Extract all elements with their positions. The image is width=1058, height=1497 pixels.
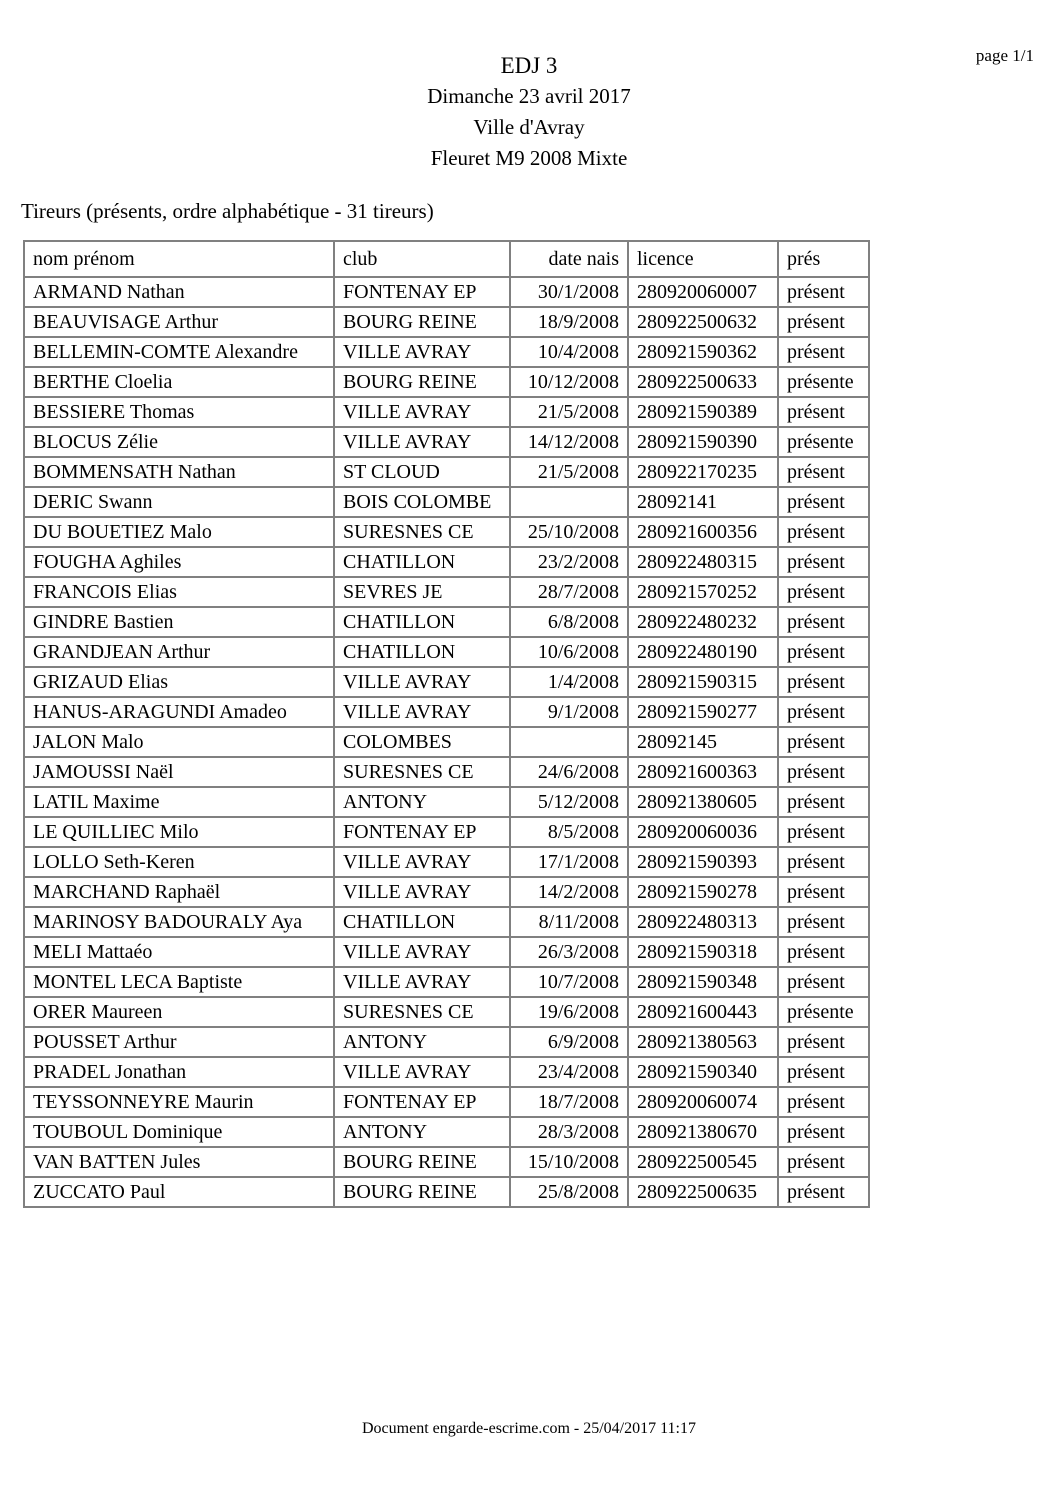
birthdate-cell: 15/10/2008: [510, 1147, 628, 1177]
birthdate-cell: 6/9/2008: [510, 1027, 628, 1057]
fencer-name-cell: ZUCCATO Paul: [24, 1177, 334, 1207]
club-cell: COLOMBES: [334, 727, 510, 757]
fencer-name-cell: GINDRE Bastien: [24, 607, 334, 637]
column-header-club: club: [334, 241, 510, 277]
presence-cell: présent: [778, 787, 869, 817]
birthdate-cell: 9/1/2008: [510, 697, 628, 727]
presence-cell: présent: [778, 577, 869, 607]
presence-cell: présent: [778, 277, 869, 307]
club-cell: SURESNES CE: [334, 757, 510, 787]
licence-cell: 280922480313: [628, 907, 778, 937]
fencer-name-cell: JALON Malo: [24, 727, 334, 757]
licence-cell: 280921590277: [628, 697, 778, 727]
licence-cell: 280921590315: [628, 667, 778, 697]
club-cell: CHATILLON: [334, 907, 510, 937]
birthdate-cell: 17/1/2008: [510, 847, 628, 877]
birthdate-cell: 23/4/2008: [510, 1057, 628, 1087]
presence-cell: présent: [778, 697, 869, 727]
table-row: [24, 517, 869, 547]
table-row: [24, 967, 869, 997]
presence-cell: présent: [778, 517, 869, 547]
table-header-row: [24, 241, 869, 277]
presence-cell: présent: [778, 607, 869, 637]
table-row: [24, 787, 869, 817]
presence-cell: présent: [778, 457, 869, 487]
fencer-name-cell: GRANDJEAN Arthur: [24, 637, 334, 667]
section-title: Tireurs (présents, ordre alphabétique - 31 tireurs): [21, 199, 434, 223]
table-row: [24, 457, 869, 487]
table-row: [24, 1027, 869, 1057]
birthdate-cell: [510, 487, 628, 517]
table-row: [24, 757, 869, 787]
table-row: [24, 847, 869, 877]
table-row: [24, 307, 869, 337]
presence-cell: présent: [778, 877, 869, 907]
licence-cell: 280922480315: [628, 547, 778, 577]
presence-cell: présent: [778, 667, 869, 697]
licence-cell: 280921590389: [628, 397, 778, 427]
birthdate-cell: 18/7/2008: [510, 1087, 628, 1117]
presence-cell: présent: [778, 1087, 869, 1117]
birthdate-cell: 14/2/2008: [510, 877, 628, 907]
table-row: [24, 277, 869, 307]
birthdate-cell: 26/3/2008: [510, 937, 628, 967]
table-row: [24, 367, 869, 397]
table-row: [24, 697, 869, 727]
licence-cell: 280922480190: [628, 637, 778, 667]
licence-cell: 280921600356: [628, 517, 778, 547]
birthdate-cell: 5/12/2008: [510, 787, 628, 817]
table-row: [24, 1177, 869, 1207]
presence-cell: présente: [778, 427, 869, 457]
club-cell: FONTENAY EP: [334, 1087, 510, 1117]
fencer-name-cell: MELI Mattaéo: [24, 937, 334, 967]
birthdate-cell: [510, 727, 628, 757]
birthdate-cell: 24/6/2008: [510, 757, 628, 787]
licence-cell: 280920060074: [628, 1087, 778, 1117]
presence-cell: présent: [778, 937, 869, 967]
column-header-presence: prés: [778, 241, 869, 277]
licence-cell: 280921600443: [628, 997, 778, 1027]
table-row: [24, 937, 869, 967]
licence-cell: 280920060007: [628, 277, 778, 307]
fencer-name-cell: BLOCUS Zélie: [24, 427, 334, 457]
table-row: [24, 397, 869, 427]
licence-cell: 280921590390: [628, 427, 778, 457]
fencer-name-cell: FRANCOIS Elias: [24, 577, 334, 607]
presence-cell: présent: [778, 1177, 869, 1207]
birthdate-cell: 21/5/2008: [510, 457, 628, 487]
fencers-table: [23, 240, 870, 1208]
table-row: [24, 1087, 869, 1117]
table-row: [24, 907, 869, 937]
competition-event: Fleuret M9 2008 Mixte: [430, 146, 628, 170]
club-cell: BOURG REINE: [334, 1147, 510, 1177]
fencer-name-cell: BELLEMIN-COMTE Alexandre: [24, 337, 334, 367]
club-cell: ST CLOUD: [334, 457, 510, 487]
birthdate-cell: 6/8/2008: [510, 607, 628, 637]
club-cell: VILLE AVRAY: [334, 667, 510, 697]
table-row: [24, 607, 869, 637]
presence-cell: présent: [778, 847, 869, 877]
fencer-name-cell: BEAUVISAGE Arthur: [24, 307, 334, 337]
birthdate-cell: 10/4/2008: [510, 337, 628, 367]
club-cell: SEVRES JE: [334, 577, 510, 607]
club-cell: FONTENAY EP: [334, 277, 510, 307]
table-row: [24, 427, 869, 457]
fencer-name-cell: FOUGHA Aghiles: [24, 547, 334, 577]
fencer-name-cell: ORER Maureen: [24, 997, 334, 1027]
presence-cell: présent: [778, 757, 869, 787]
presence-cell: présent: [778, 1147, 869, 1177]
birthdate-cell: 14/12/2008: [510, 427, 628, 457]
fencer-name-cell: BOMMENSATH Nathan: [24, 457, 334, 487]
birthdate-cell: 25/10/2008: [510, 517, 628, 547]
birthdate-cell: 28/3/2008: [510, 1117, 628, 1147]
club-cell: VILLE AVRAY: [334, 337, 510, 367]
club-cell: CHATILLON: [334, 637, 510, 667]
presence-cell: présent: [778, 397, 869, 427]
presence-cell: présent: [778, 817, 869, 847]
club-cell: BOURG REINE: [334, 367, 510, 397]
club-cell: BOURG REINE: [334, 307, 510, 337]
club-cell: CHATILLON: [334, 547, 510, 577]
licence-cell: 280922500633: [628, 367, 778, 397]
table-body: [24, 277, 869, 1207]
birthdate-cell: 23/2/2008: [510, 547, 628, 577]
birthdate-cell: 18/9/2008: [510, 307, 628, 337]
club-cell: VILLE AVRAY: [334, 1057, 510, 1087]
document-footer: Document engarde-escrime.com - 25/04/2017 11:17: [362, 1420, 696, 1437]
club-cell: CHATILLON: [334, 607, 510, 637]
page-number: page 1/1: [975, 46, 1034, 65]
licence-cell: 280921380670: [628, 1117, 778, 1147]
presence-cell: présent: [778, 727, 869, 757]
table-row: [24, 547, 869, 577]
table-row: [24, 877, 869, 907]
club-cell: FONTENAY EP: [334, 817, 510, 847]
fencer-name-cell: VAN BATTEN Jules: [24, 1147, 334, 1177]
table-row: [24, 637, 869, 667]
licence-cell: 280921590362: [628, 337, 778, 367]
table-row: [24, 337, 869, 367]
table-row: [24, 667, 869, 697]
birthdate-cell: 10/6/2008: [510, 637, 628, 667]
presence-cell: présent: [778, 1057, 869, 1087]
presence-cell: présent: [778, 967, 869, 997]
presence-cell: présent: [778, 547, 869, 577]
fencer-name-cell: BERTHE Cloelia: [24, 367, 334, 397]
club-cell: SURESNES CE: [334, 517, 510, 547]
fencer-name-cell: LE QUILLIEC Milo: [24, 817, 334, 847]
competition-date: Dimanche 23 avril 2017: [427, 84, 631, 108]
licence-cell: 280921590393: [628, 847, 778, 877]
birthdate-cell: 8/5/2008: [510, 817, 628, 847]
birthdate-cell: 28/7/2008: [510, 577, 628, 607]
fencer-name-cell: ARMAND Nathan: [24, 277, 334, 307]
fencer-name-cell: BESSIERE Thomas: [24, 397, 334, 427]
table-row: [24, 727, 869, 757]
birthdate-cell: 1/4/2008: [510, 667, 628, 697]
presence-cell: présent: [778, 1027, 869, 1057]
licence-cell: 280921600363: [628, 757, 778, 787]
presence-cell: présent: [778, 907, 869, 937]
fencer-name-cell: HANUS-ARAGUNDI Amadeo: [24, 697, 334, 727]
fencer-name-cell: PRADEL Jonathan: [24, 1057, 334, 1087]
club-cell: VILLE AVRAY: [334, 967, 510, 997]
table-row: [24, 997, 869, 1027]
table-row: [24, 1117, 869, 1147]
fencer-name-cell: LATIL Maxime: [24, 787, 334, 817]
club-cell: VILLE AVRAY: [334, 877, 510, 907]
licence-cell: 280921570252: [628, 577, 778, 607]
licence-cell: 280920060036: [628, 817, 778, 847]
birthdate-cell: 25/8/2008: [510, 1177, 628, 1207]
competition-title: EDJ 3: [500, 53, 558, 78]
presence-cell: présente: [778, 367, 869, 397]
birthdate-cell: 19/6/2008: [510, 997, 628, 1027]
table-row: [24, 487, 869, 517]
fencer-name-cell: MONTEL LECA Baptiste: [24, 967, 334, 997]
club-cell: VILLE AVRAY: [334, 847, 510, 877]
club-cell: ANTONY: [334, 787, 510, 817]
licence-cell: 280921380563: [628, 1027, 778, 1057]
fencer-name-cell: TOUBOUL Dominique: [24, 1117, 334, 1147]
licence-cell: 280921590348: [628, 967, 778, 997]
licence-cell: 280922170235: [628, 457, 778, 487]
fencer-name-cell: TEYSSONNEYRE Maurin: [24, 1087, 334, 1117]
licence-cell: 280921590278: [628, 877, 778, 907]
licence-cell: 280921590340: [628, 1057, 778, 1087]
presence-cell: présent: [778, 337, 869, 367]
club-cell: VILLE AVRAY: [334, 697, 510, 727]
fencer-name-cell: MARINOSY BADOURALY Aya: [24, 907, 334, 937]
table-row: [24, 1057, 869, 1087]
licence-cell: 280922500635: [628, 1177, 778, 1207]
document-header: [0, 50, 1058, 174]
licence-cell: 280921590318: [628, 937, 778, 967]
fencer-name-cell: POUSSET Arthur: [24, 1027, 334, 1057]
licence-cell: 280921380605: [628, 787, 778, 817]
birthdate-cell: 8/11/2008: [510, 907, 628, 937]
fencer-name-cell: JAMOUSSI Naël: [24, 757, 334, 787]
fencer-name-cell: GRIZAUD Elias: [24, 667, 334, 697]
birthdate-cell: 21/5/2008: [510, 397, 628, 427]
presence-cell: présent: [778, 487, 869, 517]
birthdate-cell: 30/1/2008: [510, 277, 628, 307]
table-row: [24, 817, 869, 847]
competition-location: Ville d'Avray: [473, 115, 585, 139]
table-header: [24, 241, 869, 277]
column-header-name: nom prénom: [24, 241, 334, 277]
club-cell: VILLE AVRAY: [334, 397, 510, 427]
club-cell: ANTONY: [334, 1117, 510, 1147]
presence-cell: présent: [778, 307, 869, 337]
club-cell: BOIS COLOMBE: [334, 487, 510, 517]
club-cell: VILLE AVRAY: [334, 937, 510, 967]
licence-cell: 280922480232: [628, 607, 778, 637]
licence-cell: 28092141: [628, 487, 778, 517]
fencer-name-cell: LOLLO Seth-Keren: [24, 847, 334, 877]
licence-cell: 28092145: [628, 727, 778, 757]
birthdate-cell: 10/7/2008: [510, 967, 628, 997]
presence-cell: présent: [778, 637, 869, 667]
column-header-licence: licence: [628, 241, 778, 277]
fencer-name-cell: MARCHAND Raphaël: [24, 877, 334, 907]
presence-cell: présente: [778, 997, 869, 1027]
presence-cell: présent: [778, 1117, 869, 1147]
table-row: [24, 577, 869, 607]
table-row: [24, 1147, 869, 1177]
birthdate-cell: 10/12/2008: [510, 367, 628, 397]
club-cell: VILLE AVRAY: [334, 427, 510, 457]
licence-cell: 280922500632: [628, 307, 778, 337]
fencer-name-cell: DU BOUETIEZ Malo: [24, 517, 334, 547]
column-header-birthdate: date nais: [510, 241, 628, 277]
fencer-name-cell: DERIC Swann: [24, 487, 334, 517]
club-cell: ANTONY: [334, 1027, 510, 1057]
licence-cell: 280922500545: [628, 1147, 778, 1177]
club-cell: BOURG REINE: [334, 1177, 510, 1207]
club-cell: SURESNES CE: [334, 997, 510, 1027]
